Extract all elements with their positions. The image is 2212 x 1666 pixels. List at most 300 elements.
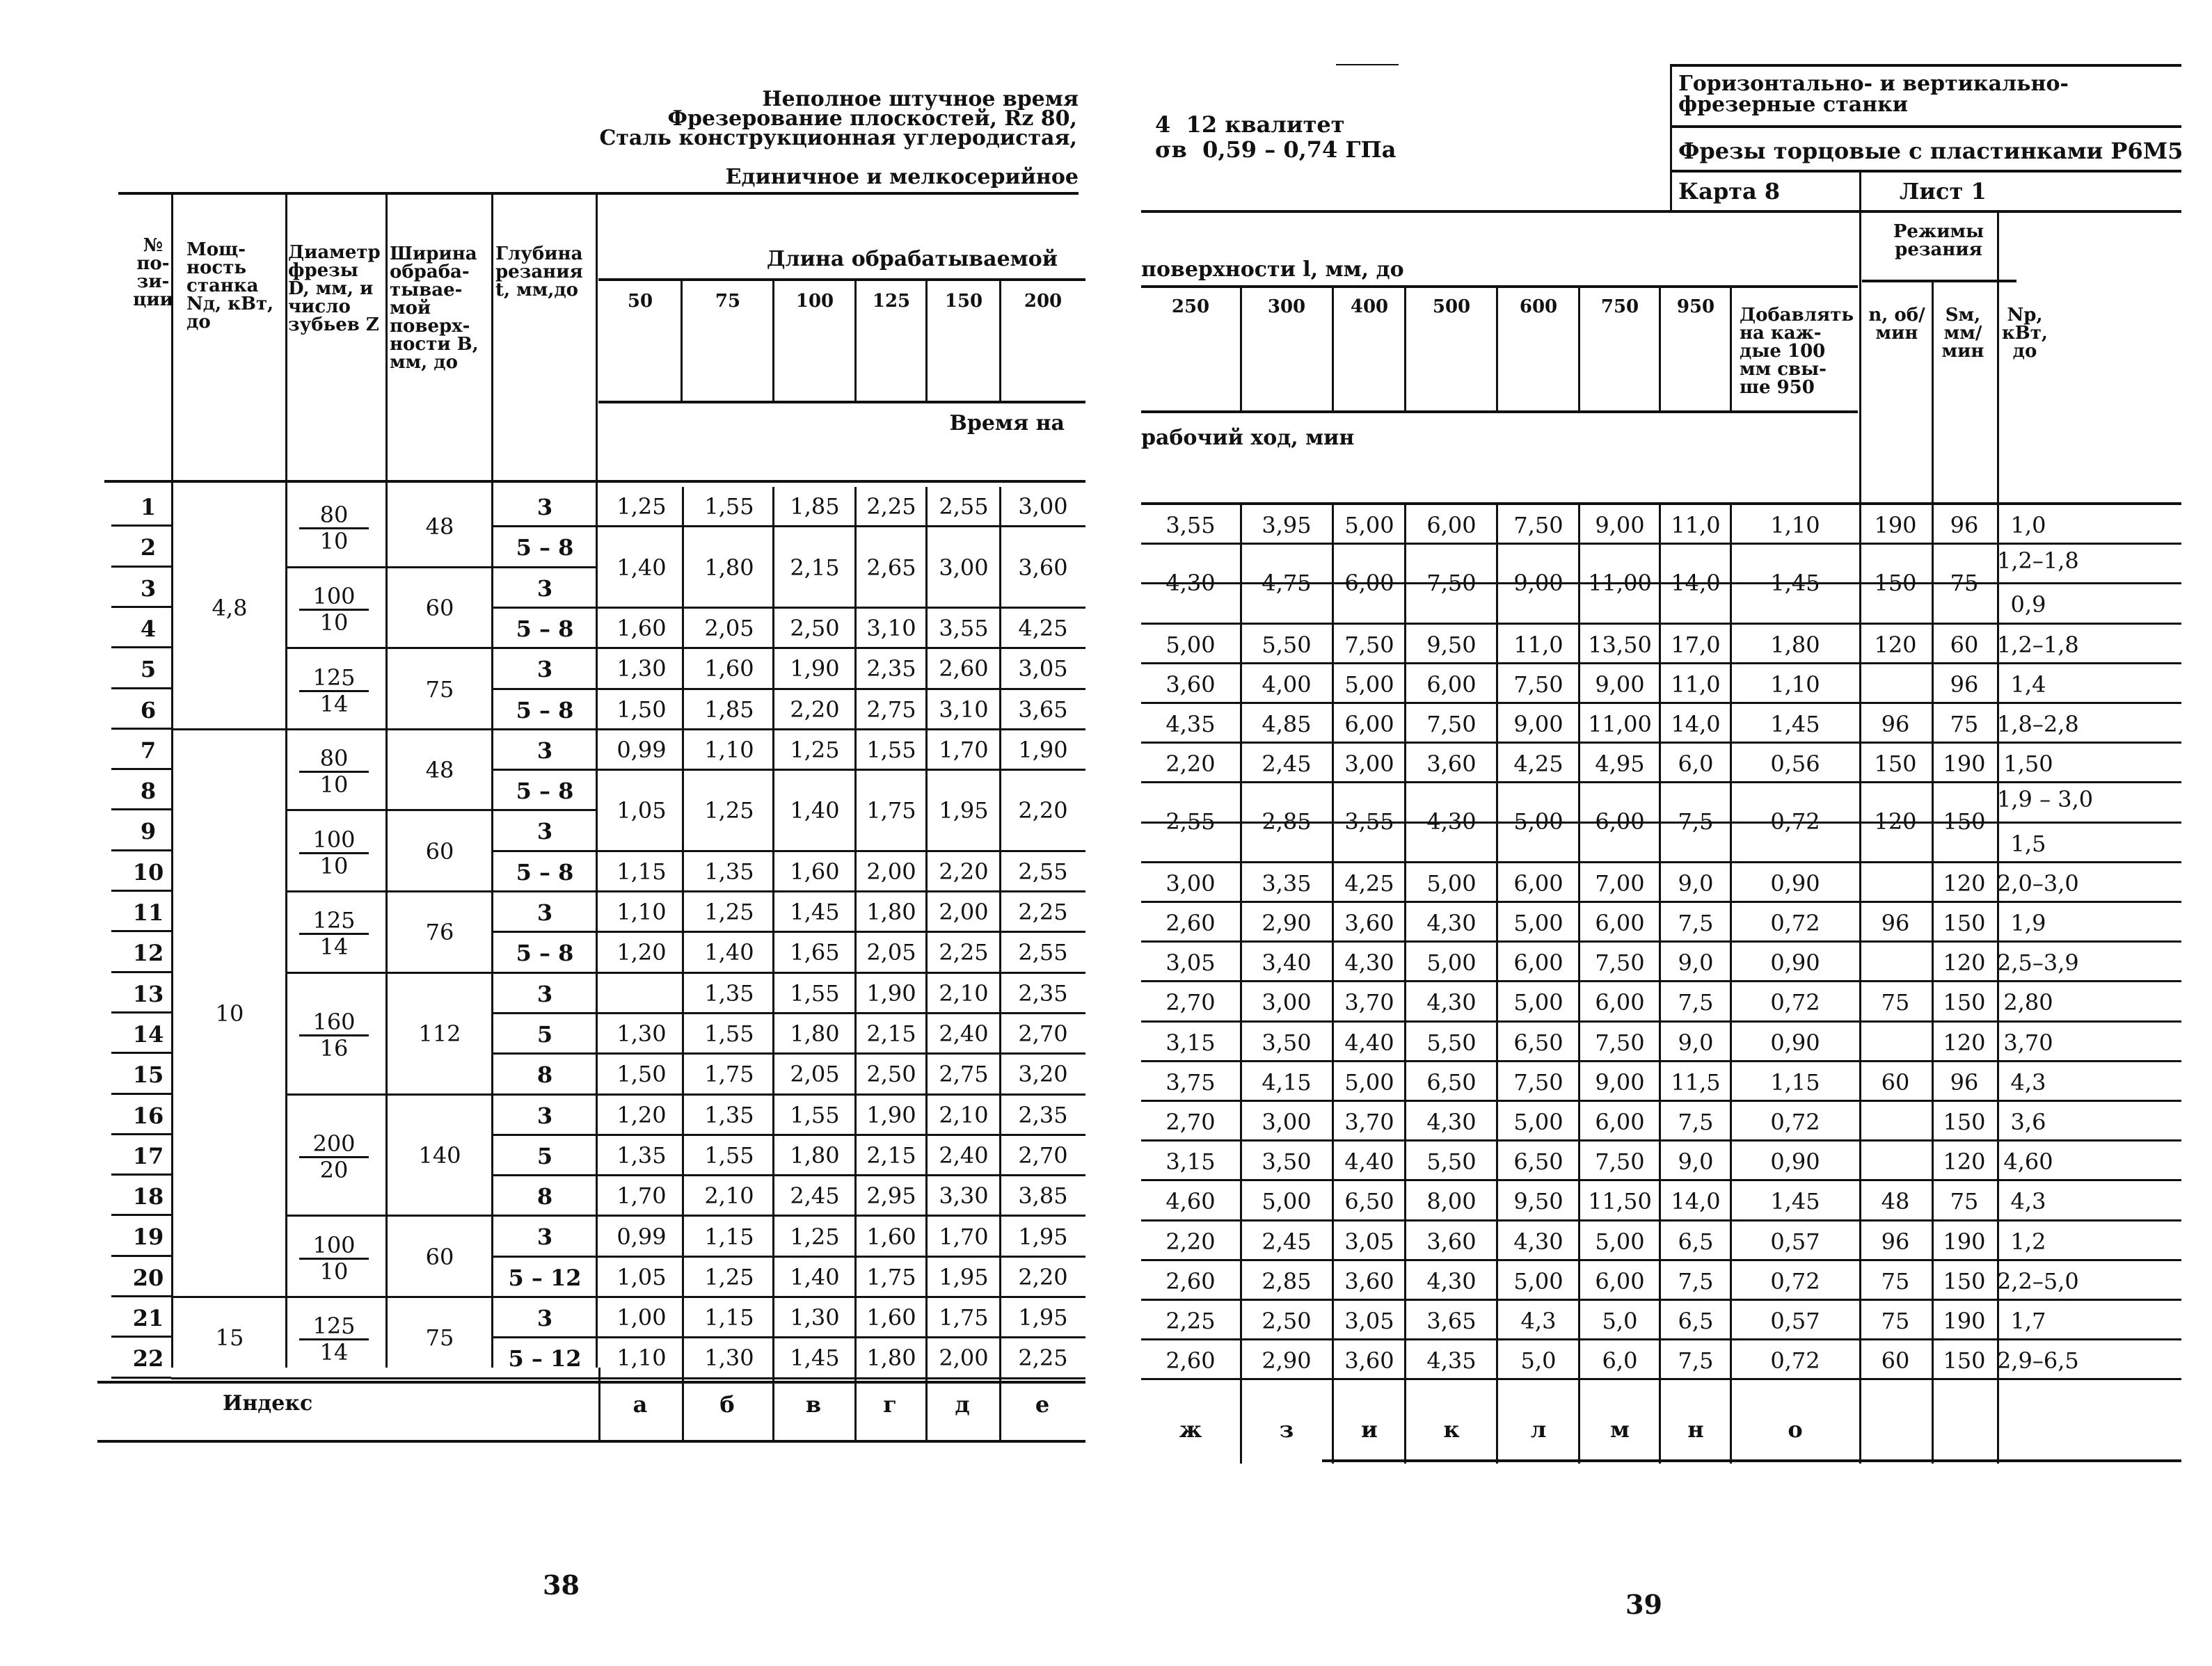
time-value: 1,30	[790, 1304, 840, 1331]
work-time-value: 4,00	[1262, 671, 1312, 698]
work-time-value: 7,50	[1426, 570, 1477, 597]
time-value: 1,25	[704, 797, 754, 824]
time-value: 1,80	[790, 1020, 840, 1048]
work-time-value: 6,00	[1595, 1109, 1645, 1135]
col-rule	[925, 487, 928, 1379]
time-value: 3,60	[1018, 554, 1068, 581]
position-number: 21	[132, 1305, 164, 1331]
row-rule	[491, 1256, 596, 1258]
work-time-value: 5,00	[1426, 870, 1477, 897]
width-value: 48	[425, 757, 454, 784]
time-value: 1,00	[616, 1304, 667, 1331]
teeth-count: 16	[319, 1035, 349, 1062]
time-value: 2,45	[790, 1183, 840, 1210]
work-time-value: 1,0	[2010, 512, 2046, 538]
position-number: 7	[140, 737, 157, 764]
work-time-value: 2,85	[1262, 1267, 1312, 1295]
work-time-value: 11,00	[1588, 711, 1652, 737]
time-value: 1,25	[790, 1223, 840, 1250]
work-time-value: 0,90	[1770, 870, 1820, 897]
work-time-value: 5,50	[1262, 631, 1312, 658]
work-time-value: 2,70	[1165, 989, 1216, 1016]
col-rule	[682, 1368, 684, 1440]
time-value: 2,70	[1018, 1142, 1068, 1169]
depth-value: 3	[536, 737, 553, 764]
width-value: 112	[418, 1020, 461, 1048]
position-number: 11	[132, 899, 164, 926]
time-value: 2,55	[1018, 858, 1068, 885]
position-number: 19	[132, 1224, 164, 1251]
depth-value: 5 – 8	[516, 858, 574, 886]
length-header-value: 75	[715, 291, 741, 312]
work-time-value: 9,50	[1426, 631, 1477, 658]
work-time-value: 6,00	[1595, 1267, 1645, 1295]
work-time-value: 5,00	[1595, 1228, 1645, 1255]
tensile-strength: σв 0,59 – 0,74 ГПа	[1155, 136, 1397, 163]
work-time-value: 2,90	[1262, 910, 1312, 936]
time-value: 4,25	[1018, 615, 1068, 642]
diameter-value: 125	[299, 908, 369, 935]
work-time-value: 9,50	[1513, 1188, 1563, 1215]
production-type-left: Единичное и мелкосерийное	[725, 165, 1079, 189]
work-time-value: 6,0	[1602, 1347, 1638, 1375]
position-number: 5	[140, 656, 157, 683]
position-number: 16	[132, 1102, 164, 1129]
work-time-value: 7,50	[1595, 1029, 1645, 1056]
work-time-value: 14,0	[1671, 570, 1721, 597]
work-time-value: 5,00	[1513, 910, 1563, 936]
time-value: 1,80	[704, 554, 754, 581]
work-time-value: 0,57	[1770, 1228, 1820, 1255]
work-time-value: 1,45	[1770, 570, 1820, 597]
work-time-value: 4,60	[1165, 1188, 1216, 1215]
depth-value: 3	[536, 494, 553, 520]
sheet-number: Лист 1	[1900, 178, 1987, 205]
time-value: 2,75	[866, 696, 916, 723]
work-time-value: 3,70	[2003, 1029, 2053, 1056]
time-value: 1,95	[1018, 1304, 1068, 1331]
work-time-value: 3,70	[1344, 1109, 1394, 1135]
work-time-value: 9,00	[1595, 512, 1645, 538]
time-value: 1,35	[704, 858, 754, 885]
row-rule	[111, 524, 171, 527]
time-value: 1,55	[790, 1101, 840, 1128]
row-rule	[491, 1215, 596, 1217]
length-header-value: 600	[1519, 296, 1558, 317]
col-rpm-header: n, об/ мин	[1868, 305, 1925, 344]
diameter-value: 125	[299, 1313, 369, 1340]
col-rule	[772, 487, 774, 1379]
row-rule	[596, 1012, 1085, 1014]
work-time-value: 3,50	[1262, 1029, 1312, 1056]
work-time-value: 120	[1874, 631, 1917, 658]
work-time-value: 48	[1881, 1188, 1910, 1215]
work-time-value: 1,50	[2003, 751, 2053, 778]
time-value: 1,15	[704, 1223, 754, 1250]
time-value: 1,95	[939, 797, 989, 824]
length-header-value: 250	[1171, 296, 1210, 317]
time-value: 1,25	[790, 736, 840, 763]
work-time-value: 0,72	[1770, 989, 1820, 1016]
row-rule	[111, 1174, 171, 1176]
time-value: 1,15	[616, 858, 667, 885]
teeth-count: 10	[319, 771, 349, 799]
time-value: 2,35	[1018, 979, 1068, 1007]
diameter-value: 100	[299, 584, 369, 611]
page-number-right: 39	[1625, 1589, 1662, 1620]
diameter-teeth-fraction	[299, 665, 369, 716]
position-number: 6	[140, 696, 157, 723]
time-value: 2,50	[790, 615, 840, 642]
work-time-value: 5,00	[1513, 1109, 1563, 1135]
work-time-value: 11,0	[1671, 671, 1721, 698]
work-time-value: 6,00	[1513, 950, 1563, 977]
work-time-value: 3,60	[1344, 1267, 1394, 1295]
work-time-value: 4,35	[1426, 1347, 1477, 1375]
row-rule	[596, 769, 1085, 771]
row-rule	[491, 1094, 596, 1096]
work-time-value: 150	[1874, 751, 1917, 778]
work-time-value: 4,30	[1426, 1109, 1477, 1135]
work-time-value: 7,5	[1678, 989, 1714, 1016]
time-value: 2,20	[939, 858, 989, 885]
work-time-value: 5,00	[1344, 512, 1394, 538]
work-time-value: 120	[1943, 1029, 1986, 1056]
time-value: 1,55	[790, 979, 840, 1007]
work-time-value: 2,90	[1262, 1347, 1312, 1375]
work-time-value: 9,0	[1678, 1148, 1714, 1176]
work-time-value: 7,50	[1595, 950, 1645, 977]
diameter-value: 100	[299, 827, 369, 854]
work-time-value: 3,00	[1165, 870, 1216, 897]
time-value: 1,75	[866, 1263, 916, 1290]
work-time-value: 5,0	[1520, 1347, 1557, 1375]
work-time-value: 2,55	[1165, 808, 1216, 835]
time-value: 1,40	[704, 939, 754, 966]
time-value: 2,25	[939, 939, 989, 966]
work-time-value: 1,45	[1770, 711, 1820, 737]
work-time-value: 3,60	[1426, 1228, 1477, 1255]
position-number: 3	[140, 575, 157, 602]
row-rule	[596, 1215, 1085, 1217]
work-time-value: 7,50	[1595, 1148, 1645, 1176]
col-position-header: № по-зи-ции	[133, 235, 173, 310]
work-time-value: 6,00	[1426, 512, 1477, 538]
work-time-value: 96	[1950, 512, 1979, 538]
row-rule	[111, 728, 171, 730]
position-number: 8	[140, 778, 157, 805]
row-rule	[111, 1255, 171, 1257]
depth-value: 3	[536, 818, 553, 845]
right-page	[1113, 0, 2212, 1666]
work-time-value: 4,30	[1426, 989, 1477, 1016]
work-time-value: 6,5	[1678, 1228, 1714, 1255]
work-time-value: 150	[1943, 808, 1986, 835]
work-time-value: 7,5	[1678, 808, 1714, 835]
time-value: 1,20	[616, 939, 667, 966]
position-number: 20	[132, 1264, 164, 1291]
time-value: 1,85	[790, 493, 840, 520]
time-value: 1,75	[866, 797, 916, 824]
work-time-value: 4,15	[1262, 1068, 1312, 1096]
work-time-value: 6,00	[1595, 910, 1645, 936]
time-value: 2,50	[866, 1061, 916, 1088]
col-depth-header: Глубина резания t, мм,до	[495, 243, 583, 301]
work-time-value: 4,40	[1344, 1029, 1394, 1056]
work-time-value: 0,57	[1770, 1308, 1820, 1334]
diameter-value: 100	[299, 1233, 369, 1260]
depth-value: 5 – 12	[508, 1345, 582, 1372]
diameter-teeth-fraction	[299, 1233, 369, 1283]
tool-type: Фрезы торцовые с пластинками Р6М5	[1678, 138, 2183, 164]
length-header-value: 400	[1350, 296, 1389, 317]
time-value: 1,30	[704, 1345, 754, 1372]
col-length-header: Длина обрабатываемой	[766, 247, 1058, 271]
work-time-value: 5,00	[1513, 808, 1563, 835]
time-value: 1,55	[704, 1020, 754, 1048]
work-time-value: 3,6	[2010, 1109, 2046, 1135]
work-time-value: 120	[1943, 1148, 1986, 1176]
depth-value: 3	[536, 1102, 553, 1129]
time-value: 1,60	[704, 655, 754, 682]
work-time-value: 2,0–3,0	[1997, 870, 2079, 897]
depth-value: 5 – 8	[516, 940, 574, 967]
width-value: 140	[418, 1142, 461, 1169]
row-rule	[1141, 1259, 2181, 1261]
row-rule	[596, 688, 1085, 690]
work-time-value: 11,50	[1588, 1188, 1652, 1215]
row-rule	[491, 1377, 596, 1379]
time-value: 2,15	[790, 554, 840, 581]
time-value: 2,55	[1018, 939, 1068, 966]
work-time-value: 4,30	[1513, 1228, 1563, 1255]
work-time-value: 2,80	[2003, 989, 2053, 1016]
row-rule	[491, 647, 596, 649]
work-time-value: 6,00	[1513, 870, 1563, 897]
row-rule	[491, 850, 596, 852]
row-rule	[111, 971, 171, 973]
work-time-value: 1,9 – 3,0	[1997, 786, 2094, 813]
index-letter: е	[1035, 1391, 1050, 1418]
col-rule	[682, 487, 684, 1379]
time-value: 3,10	[866, 615, 916, 642]
row-rule	[111, 566, 171, 568]
time-value: 1,15	[704, 1304, 754, 1331]
depth-value: 3	[536, 980, 553, 1007]
time-value: 1,70	[939, 1223, 989, 1250]
row-rule	[491, 972, 596, 974]
work-time-value: 96	[1881, 1228, 1910, 1255]
row-rule	[111, 646, 171, 648]
row-rule	[596, 1134, 1085, 1136]
time-value: 2,20	[790, 696, 840, 723]
work-time-value: 2,60	[1165, 1347, 1216, 1375]
index-letter: ж	[1179, 1416, 1202, 1443]
machine-type: Горизонтально- и вертикально-фрезерные станки	[1678, 72, 2069, 117]
work-time-value: 75	[1881, 1267, 1910, 1295]
width-value: 75	[425, 675, 454, 703]
work-time-value: 4,60	[2003, 1148, 2053, 1176]
work-time-value: 3,60	[1344, 910, 1394, 936]
index-letter: б	[719, 1391, 735, 1418]
time-value: 0,99	[616, 1223, 667, 1250]
work-time-value: 1,9	[2010, 910, 2046, 936]
work-time-value: 7,50	[1513, 1068, 1563, 1096]
index-letter: н	[1687, 1416, 1704, 1443]
work-time-value: 2,45	[1262, 1228, 1312, 1255]
work-time-value: 6,50	[1426, 1068, 1477, 1096]
work-time-value: 0,90	[1770, 1148, 1820, 1176]
time-value: 3,10	[939, 696, 989, 723]
work-time-value: 2,85	[1262, 808, 1312, 835]
row-rule	[1141, 1378, 2181, 1380]
work-time-value: 3,05	[1165, 950, 1216, 977]
teeth-count: 10	[319, 1258, 349, 1285]
work-time-value: 4,75	[1262, 570, 1312, 597]
width-value: 60	[425, 594, 454, 621]
work-time-value: 75	[1881, 989, 1910, 1016]
col-feed-header: Sм, мм/ мин	[1941, 305, 1984, 362]
time-value: 2,00	[939, 899, 989, 926]
row-rule	[1141, 1100, 2181, 1102]
time-value: 2,20	[1018, 1263, 1068, 1290]
time-value: 1,05	[616, 797, 667, 824]
group-rule	[171, 728, 285, 730]
time-value: 2,20	[1018, 797, 1068, 824]
time-value: 2,05	[866, 939, 916, 966]
teeth-count: 10	[319, 528, 349, 555]
time-value: 3,65	[1018, 696, 1068, 723]
time-value: 1,45	[790, 1345, 840, 1372]
work-time-value: 3,15	[1165, 1029, 1216, 1056]
work-time-value: 75	[1881, 1308, 1910, 1334]
time-value: 3,20	[1018, 1061, 1068, 1088]
time-value: 1,35	[704, 979, 754, 1007]
row-rule	[111, 890, 171, 892]
index-letter: о	[1788, 1416, 1803, 1443]
work-time-value: 9,0	[1678, 1029, 1714, 1056]
time-value: 2,00	[866, 858, 916, 885]
time-value: 2,40	[939, 1020, 989, 1048]
work-time-value: 1,45	[1770, 1188, 1820, 1215]
time-value: 1,55	[704, 1142, 754, 1169]
row-rule	[491, 688, 596, 690]
row-rule	[111, 1336, 171, 1338]
work-time-value: 1,2	[2010, 1228, 2046, 1255]
time-value: 1,90	[790, 655, 840, 682]
width-value: 60	[425, 838, 454, 865]
time-value: 2,65	[866, 554, 916, 581]
diameter-teeth-fraction	[299, 827, 369, 878]
time-value: 2,10	[939, 979, 989, 1007]
time-value: 2,35	[1018, 1101, 1068, 1128]
time-value: 1,60	[866, 1223, 916, 1250]
work-time-value: 1,4	[2010, 671, 2046, 698]
work-time-value: 7,5	[1678, 1267, 1714, 1295]
group-rule	[171, 1296, 285, 1298]
diameter-value: 200	[299, 1131, 369, 1158]
row-rule	[596, 1256, 1085, 1258]
row-rule	[491, 607, 596, 609]
col-rule	[854, 487, 857, 1379]
time-value: 1,85	[704, 696, 754, 723]
time-value: 1,25	[704, 1263, 754, 1290]
row-rule	[1141, 1299, 2181, 1301]
row-rule	[596, 890, 1085, 892]
position-number: 15	[132, 1062, 164, 1089]
col-rule	[772, 1368, 774, 1440]
teeth-count: 10	[319, 609, 349, 636]
time-value: 2,35	[866, 655, 916, 682]
work-time-value: 3,05	[1344, 1308, 1394, 1334]
work-time-value: 1,5	[2010, 830, 2046, 857]
work-time-value: 2,20	[1165, 1228, 1216, 1255]
work-time-value: 5,50	[1426, 1029, 1477, 1056]
left-header-line-3: Сталь конструкционная углеродистая,	[599, 126, 1077, 150]
work-time-value: 7,5	[1678, 1347, 1714, 1375]
row-rule	[111, 606, 171, 608]
work-time-value: 3,00	[1262, 989, 1312, 1016]
work-time-value: 120	[1874, 808, 1917, 835]
work-time-value: 6,00	[1595, 808, 1645, 835]
work-time-value: 6,00	[1344, 570, 1394, 597]
row-rule	[491, 1296, 596, 1298]
position-number: 9	[140, 818, 157, 845]
work-time-value: 6,50	[1513, 1029, 1563, 1056]
work-time-value: 7,50	[1513, 512, 1563, 538]
diameter-teeth-fraction	[299, 1313, 369, 1364]
work-time-value: 11,5	[1671, 1068, 1721, 1096]
row-rule	[1141, 1179, 2181, 1181]
time-value: 2,40	[939, 1142, 989, 1169]
time-value: 1,40	[616, 554, 667, 581]
work-time-value: 1,8–2,8	[1997, 711, 2079, 737]
time-value: 1,75	[704, 1061, 754, 1088]
work-time-value: 75	[1950, 711, 1979, 737]
left-header-line-1: Неполное штучное время	[762, 87, 1079, 111]
time-value: 1,50	[616, 1061, 667, 1088]
depth-value: 5	[536, 1142, 553, 1169]
row-rule	[1141, 980, 2181, 982]
row-rule	[1141, 781, 2181, 783]
width-value: 60	[425, 1243, 454, 1270]
work-time-value: 0,72	[1770, 1347, 1820, 1375]
time-value: 1,20	[616, 1101, 667, 1128]
work-time-value: 7,00	[1595, 870, 1645, 897]
row-rule	[596, 728, 1085, 730]
row-rule	[111, 808, 171, 810]
position-number: 12	[132, 940, 164, 967]
power-value: 10	[215, 1000, 244, 1027]
time-value: 2,10	[939, 1101, 989, 1128]
depth-value: 5 – 8	[516, 696, 574, 723]
row-rule	[596, 1094, 1085, 1096]
work-time-value: 0,72	[1770, 1267, 1820, 1295]
row-rule	[111, 1377, 171, 1379]
work-time-value: 3,60	[1344, 1347, 1394, 1375]
col-rule	[925, 1368, 928, 1440]
depth-value: 3	[536, 1305, 553, 1331]
work-time-value: 7,50	[1426, 711, 1477, 737]
group-rule	[171, 1377, 285, 1379]
index-letter: з	[1279, 1416, 1294, 1443]
row-rule	[111, 687, 171, 689]
work-time-value: 120	[1943, 950, 1986, 977]
work-time-value: 4,30	[1426, 1267, 1477, 1295]
work-time-value: 150	[1943, 1267, 1986, 1295]
power-value: 4,8	[212, 594, 248, 621]
length-header-value: 50	[627, 291, 653, 312]
